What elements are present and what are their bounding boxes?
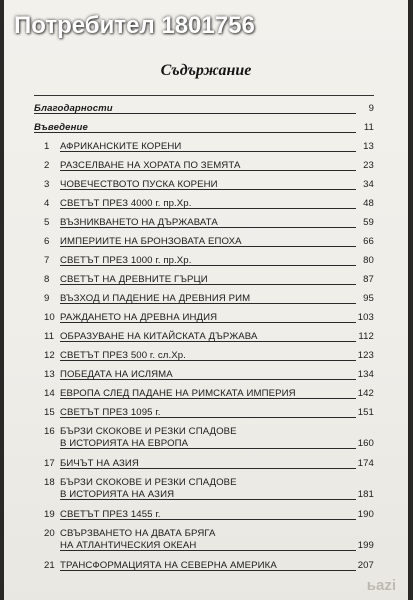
entry-page-number: 160 xyxy=(357,438,374,449)
chapter-number: 18 xyxy=(44,477,55,488)
entry-page-number: 59 xyxy=(363,217,374,228)
chapter-number: 15 xyxy=(44,407,55,418)
chapter-number: 13 xyxy=(44,369,55,380)
entry-leader-line xyxy=(60,360,356,361)
chapter-number: 2 xyxy=(44,160,50,171)
user-watermark: Потребител 1801756 xyxy=(14,12,255,39)
chapter-number: 3 xyxy=(44,179,50,190)
entry-page-number: 95 xyxy=(363,293,374,304)
entry-page-number: 151 xyxy=(357,407,374,418)
chapter-number: 10 xyxy=(44,312,55,323)
chapter-number: 21 xyxy=(44,560,55,571)
entry-title: БЪРЗИ СКОКОВЕ И РЕЗКИ СПАДОВЕ xyxy=(60,477,237,488)
entry-title: ОБРАЗУВАНЕ НА КИТАЙСКАТА ДЪРЖАВА xyxy=(60,331,258,342)
entry-title: СВЕТЪТ ПРЕЗ 4000 г. пр.Хр. xyxy=(60,198,192,209)
entry-title: ПОБЕДАТА НА ИСЛЯМА xyxy=(60,369,173,380)
site-logo-watermark: ьazi xyxy=(366,577,396,594)
entry-leader-line xyxy=(60,398,356,399)
entry-leader-line xyxy=(60,499,356,500)
entry-title: ЧОВЕЧЕСТВОТО ПУСКА КОРЕНИ xyxy=(60,179,218,190)
entry-page-number: 48 xyxy=(363,198,374,209)
entry-page-number: 190 xyxy=(357,509,374,520)
entry-title: ВЪЗХОД И ПАДЕНИЕ НА ДРЕВНИЯ РИМ xyxy=(60,293,251,304)
entry-title: АФРИКАНСКИТЕ КОРЕНИ xyxy=(60,141,182,152)
chapter-number: 5 xyxy=(44,217,50,228)
entry-leader-line xyxy=(60,550,356,551)
entry-page-number: 66 xyxy=(363,236,374,247)
chapter-number: 9 xyxy=(44,293,50,304)
entry-title-line-2: В ИСТОРИЯТА НА ЕВРОПА xyxy=(60,438,189,449)
chapter-number: 17 xyxy=(44,458,55,469)
chapter-number: 19 xyxy=(44,509,55,520)
entry-title: ВЪЗНИКВАНЕТО НА ДЪРЖАВАТА xyxy=(60,217,218,228)
entry-title: РАЗСЕЛВАНЕ НА ХОРАТА ПО ЗЕМЯТА xyxy=(60,160,241,171)
entry-title: Благодарности xyxy=(34,103,113,114)
chapter-number: 7 xyxy=(44,255,50,266)
entry-title: СВЕТЪТ ПРЕЗ 1000 г. пр.Хр. xyxy=(60,255,192,266)
entry-leader-line xyxy=(60,379,356,380)
entry-page-number: 134 xyxy=(357,369,374,380)
entry-page-number: 199 xyxy=(357,540,374,551)
chapter-number: 6 xyxy=(44,236,50,247)
entry-page-number: 207 xyxy=(357,560,374,571)
entry-leader-line xyxy=(60,322,356,323)
entry-leader-line xyxy=(60,341,356,342)
entry-page-number: 174 xyxy=(357,458,374,469)
entry-page-number: 123 xyxy=(357,350,374,361)
entry-leader-line xyxy=(34,132,356,133)
entry-title: СВЕТЪТ ПРЕЗ 1455 г. xyxy=(60,509,161,520)
entry-page-number: 142 xyxy=(357,388,374,399)
chapter-number: 12 xyxy=(44,350,55,361)
entry-leader-line xyxy=(60,448,356,449)
entry-leader-line xyxy=(60,468,356,469)
entry-title-line-2: НА АТЛАНТИЧЕСКИЯ ОКЕАН xyxy=(60,540,197,551)
entry-leader-line xyxy=(34,113,356,114)
entry-leader-line xyxy=(60,208,356,209)
chapter-number: 14 xyxy=(44,388,55,399)
entry-title: Въведение xyxy=(34,122,88,133)
entry-title: ТРАНСФОРМАЦИЯТА НА СЕВЕРНА АМЕРИКА xyxy=(60,560,277,571)
chapter-number: 20 xyxy=(44,528,55,539)
entry-page-number: 112 xyxy=(358,331,374,342)
entry-page-number: 103 xyxy=(357,312,374,323)
entry-title: СВЕТЪТ ПРЕЗ 1095 г. xyxy=(60,407,161,418)
entry-page-number: 181 xyxy=(357,489,374,500)
entry-title: СВЕТЪТ НА ДРЕВНИТЕ ГЪРЦИ xyxy=(60,274,208,285)
entry-title: ИМПЕРИИТЕ НА БРОНЗОВАТА ЕПОХА xyxy=(60,236,242,247)
table-of-contents xyxy=(4,0,408,600)
entry-title-line-2: В ИСТОРИЯТА НА АЗИЯ xyxy=(60,489,175,500)
entry-page-number: 87 xyxy=(363,274,374,285)
entry-leader-line xyxy=(60,151,356,152)
entry-title: БИЧЪТ НА АЗИЯ xyxy=(60,458,139,469)
chapter-number: 8 xyxy=(44,274,50,285)
entry-page-number: 34 xyxy=(363,179,374,190)
page-title: Съдържание xyxy=(160,62,252,79)
entry-page-number: 23 xyxy=(363,160,374,171)
entry-title: ЕВРОПА СЛЕД ПАДАНЕ НА РИМСКАТА ИМПЕРИЯ xyxy=(60,388,296,399)
entry-title: РАЖДАНЕТО НА ДРЕВНА ИНДИЯ xyxy=(60,312,218,323)
entry-page-number: 9 xyxy=(368,103,374,114)
entry-leader-line xyxy=(60,417,356,418)
entry-title: СВЕТЪТ ПРЕЗ 500 г. сл.Хр. xyxy=(60,350,186,361)
entry-leader-line xyxy=(60,303,356,304)
chapter-number: 11 xyxy=(44,331,55,342)
entry-leader-line xyxy=(60,170,356,171)
entry-leader-line xyxy=(60,519,356,520)
entry-page-number: 80 xyxy=(363,255,374,266)
entry-page-number: 13 xyxy=(363,141,374,152)
entry-leader-line xyxy=(60,227,356,228)
entry-title: СВЪРЗВАНЕТО НА ДВАТА БРЯГА xyxy=(60,528,216,539)
entry-leader-line xyxy=(60,265,356,266)
chapter-number: 4 xyxy=(44,198,50,209)
chapter-number: 1 xyxy=(44,141,50,152)
entry-page-number: 11 xyxy=(363,122,374,133)
entry-leader-line xyxy=(60,246,356,247)
book-page xyxy=(4,0,408,600)
chapter-number: 16 xyxy=(44,426,55,437)
entry-title: БЪРЗИ СКОКОВЕ И РЕЗКИ СПАДОВЕ xyxy=(60,426,237,437)
entry-leader-line xyxy=(60,570,356,571)
entry-leader-line xyxy=(60,189,356,190)
entry-leader-line xyxy=(60,284,356,285)
